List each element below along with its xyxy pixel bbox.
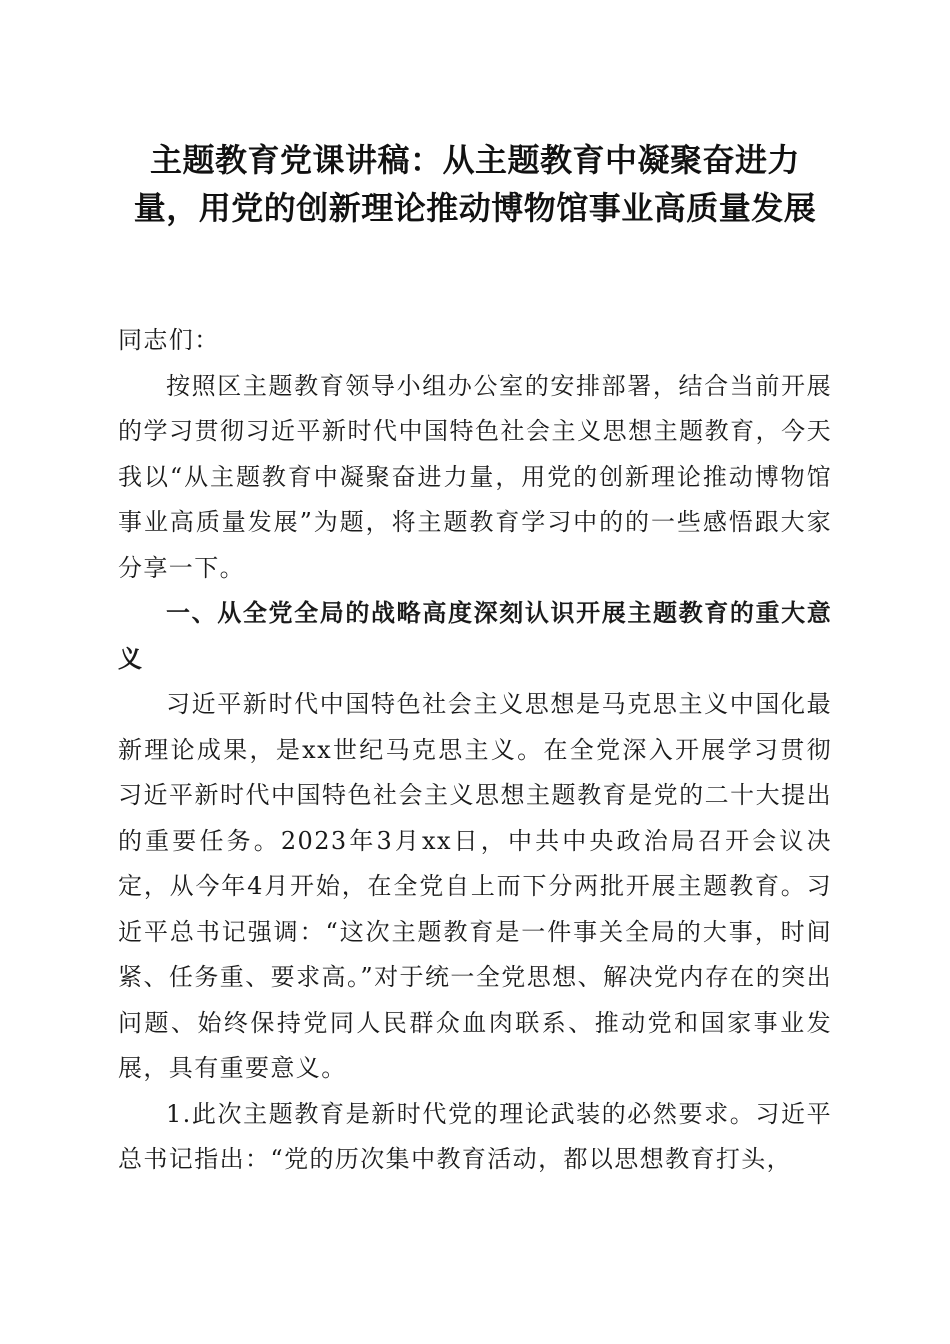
body-paragraph-point-1: 1.此次主题教育是新时代党的理论武装的必然要求。习近平总书记指出：“党的历次集中教育活动，都以思想教育打头， [118,1099,832,1173]
section-heading-1: 一、从全党全局的战略高度深刻认识开展主题教育的重大意义 [118,599,832,673]
document-title: 主题教育党课讲稿：从主题教育中凝聚奋进力量，用党的创新理论推动博物馆事业高质量发展 [133,141,817,227]
body-paragraph: 习近平新时代中国特色社会主义思想是马克思主义中国化最新理论成果，是xx世纪马克思主义。在全党深入开展学习贯彻习近平新时代中国特色社会主义思想主题教育是党的二十大提出的重要任务。2023年3月xx日，中共中央政治局召开会议决定，从今年4月开始，在全党自上而下分两批开展主题教育。习近平总书记强调：“这次主题教育是一件事关全局的大事，时间紧、任务重、要求高。”对于统一全党思想、解决党内存在的突出问题、始终保持党同人民群众血肉联系、推动党和国家事业发展，具有重要意义。 [118,690,832,1082]
document-body [118,318,832,1183]
intro-paragraph: 按照区主题教育领导小组办公室的安排部署，结合当前开展的学习贯彻习近平新时代中国特色社会主义思想主题教育，今天我以“从主题教育中凝聚奋进力量，用党的创新理论推动博物馆事业高质量发展”为题，将主题教育学习中的的一些感悟跟大家分享一下。 [118,371,832,582]
salutation: 同志们： [118,326,220,354]
